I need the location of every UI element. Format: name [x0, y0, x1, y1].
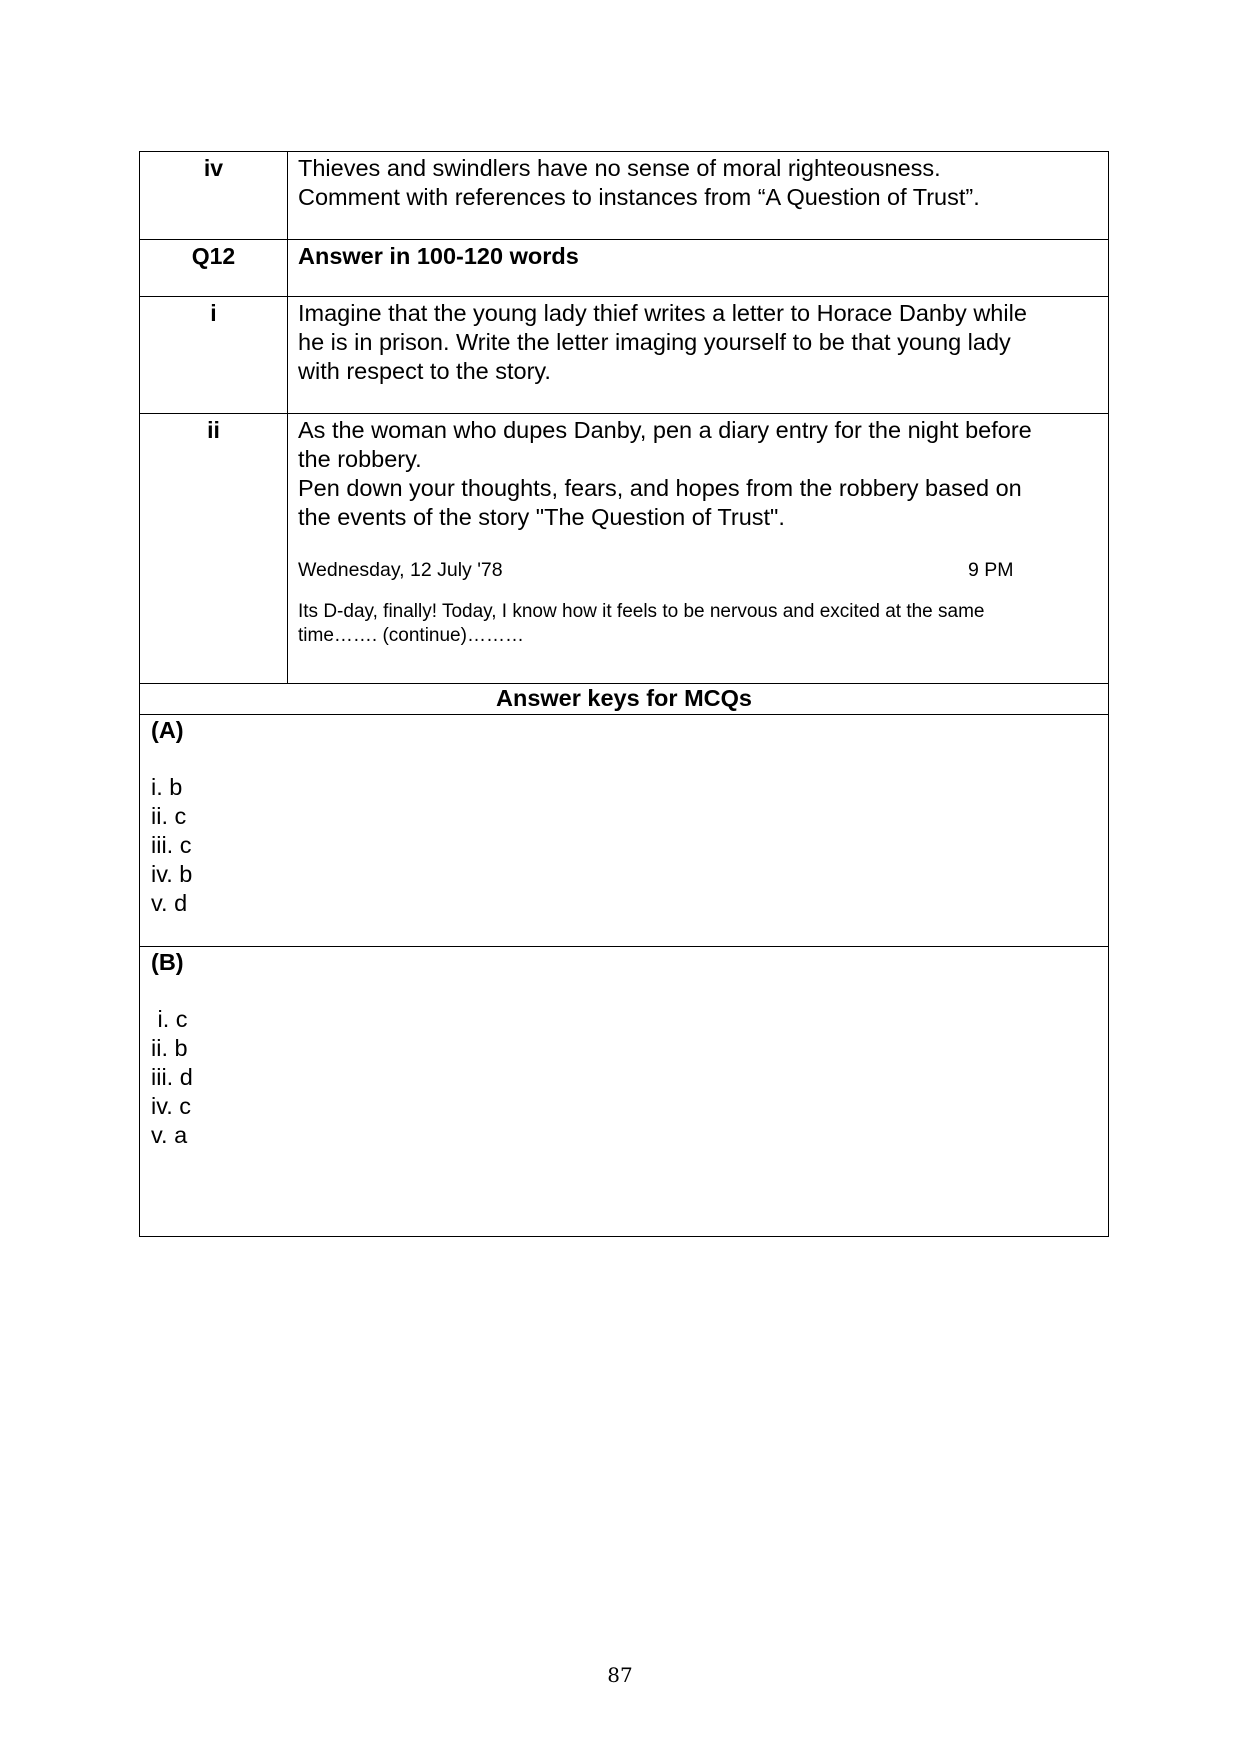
answer-item: ii. c: [151, 803, 187, 829]
diary-date: Wednesday, 12 July '78: [298, 559, 503, 581]
question-text: [288, 152, 1109, 240]
diary-header: [298, 558, 1098, 582]
answer-block-a: [140, 715, 1109, 947]
question-number: ii: [140, 414, 288, 684]
answer-block-label: (B): [151, 949, 184, 975]
question-number: iv: [140, 152, 288, 240]
question-number: i: [140, 297, 288, 414]
answer-item: ii. b: [151, 1035, 188, 1061]
answer-block-b: [140, 947, 1109, 1237]
question-line: Pen down your thoughts, fears, and hopes from the robbery based on: [298, 475, 1022, 501]
answer-item: iii. c: [151, 832, 192, 858]
question-row-i: [140, 297, 1109, 414]
diary-line: time……. (continue)………: [298, 625, 524, 646]
question-line: As the woman who dupes Danby, pen a diary entry for the night before: [298, 417, 1032, 443]
question-row-ii: [140, 414, 1109, 684]
diary-time: 9 PM: [968, 559, 1014, 581]
question-line: the robbery.: [298, 446, 422, 472]
section-instruction: Answer in 100-120 words: [288, 240, 1109, 297]
answer-keys-heading: Answer keys for MCQs: [140, 684, 1109, 715]
answer-item: v. d: [151, 890, 188, 916]
answer-item: iv. b: [151, 861, 193, 887]
page-number: 87: [607, 1663, 633, 1687]
answer-block-a-row: [140, 715, 1109, 947]
question-text: [288, 414, 1109, 684]
question-number: Q12: [140, 240, 288, 297]
answer-item: iii. d: [151, 1064, 193, 1090]
answer-item: iv. c: [151, 1093, 192, 1119]
answer-block-b-row: [140, 947, 1109, 1237]
question-row-iv: [140, 152, 1109, 240]
answer-block-label: (A): [151, 717, 184, 743]
diary-line: Its D-day, finally! Today, I know how it feels to be nervous and excited at the same: [298, 601, 985, 622]
answer-item: v. a: [151, 1122, 188, 1148]
diary-body: [298, 600, 1098, 670]
question-table: [139, 151, 1109, 1237]
question-text: [288, 297, 1109, 414]
question-line: with respect to the story.: [298, 358, 551, 384]
question-line: Thieves and swindlers have no sense of moral righteousness.: [298, 155, 941, 181]
question-line: the events of the story "The Question of Trust".: [298, 504, 785, 530]
question-row-q12: [140, 240, 1109, 297]
answer-item: i. b: [151, 774, 183, 800]
question-line: he is in prison. Write the letter imaging yourself to be that young lady: [298, 329, 1011, 355]
answer-item: i. c: [151, 1006, 188, 1032]
question-line: Comment with references to instances from “A Question of Trust”.: [298, 184, 980, 210]
question-line: Imagine that the young lady thief writes a letter to Horace Danby while: [298, 300, 1027, 326]
answer-keys-heading-row: [140, 684, 1109, 715]
